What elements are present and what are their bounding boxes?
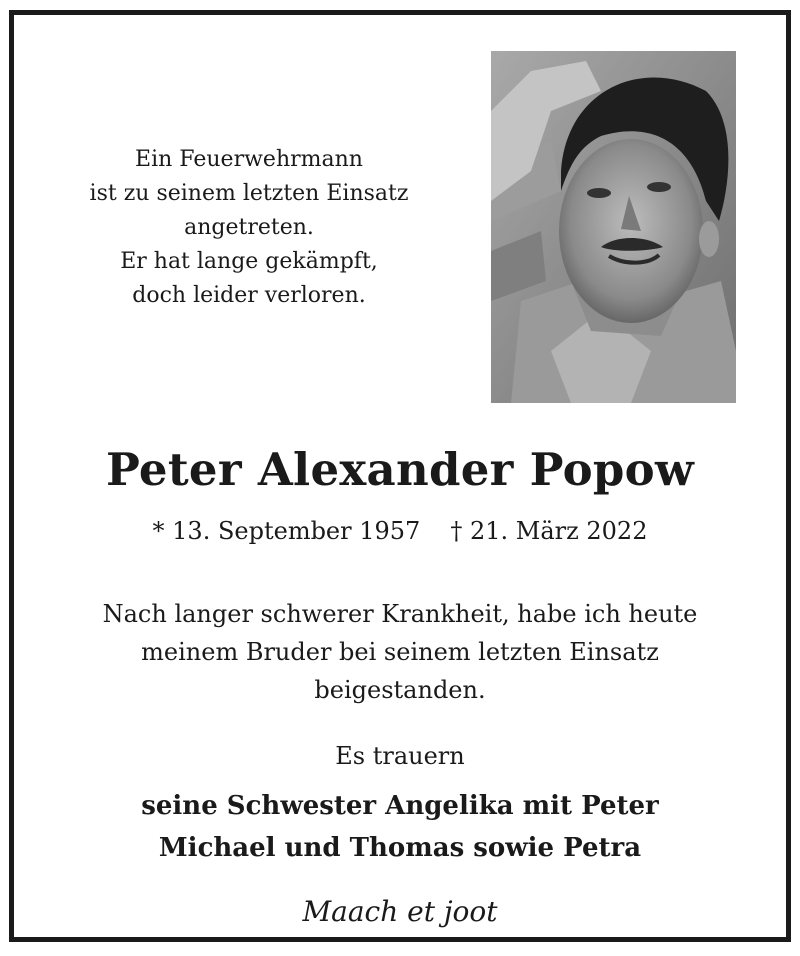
poem-line: ist zu seinem letzten Einsatz: [89, 181, 409, 206]
family-line: seine Schwester Angelika mit Peter: [141, 791, 659, 821]
death-date: † 21. März 2022: [450, 517, 648, 545]
birth-date: * 13. September 1957: [152, 517, 421, 545]
poem-line: Er hat lange gekämpft,: [120, 249, 378, 274]
family-line: Michael und Thomas sowie Petra: [158, 833, 642, 863]
life-dates: [14, 517, 786, 545]
portrait-photo: [491, 51, 736, 403]
poem-line: doch leider verloren.: [132, 283, 366, 308]
mourning-intro: Es trauern: [335, 742, 465, 770]
obituary-text: [34, 595, 766, 709]
poem: [54, 143, 444, 313]
closing-phrase: Maach et joot: [302, 895, 498, 928]
text-line: Nach langer schwerer Krankheit, habe ich heute: [102, 600, 698, 628]
family-names: [14, 785, 786, 869]
text-line: meinem Bruder bei seinem letzten Einsatz: [141, 638, 659, 666]
text-line: beigestanden.: [314, 676, 486, 704]
portrait-image: [491, 51, 736, 403]
deceased-name: Peter Alexander Popow: [105, 443, 695, 496]
poem-line: angetreten.: [184, 215, 314, 240]
poem-line: Ein Feuerwehrmann: [135, 147, 363, 172]
obituary-frame: [9, 10, 791, 942]
